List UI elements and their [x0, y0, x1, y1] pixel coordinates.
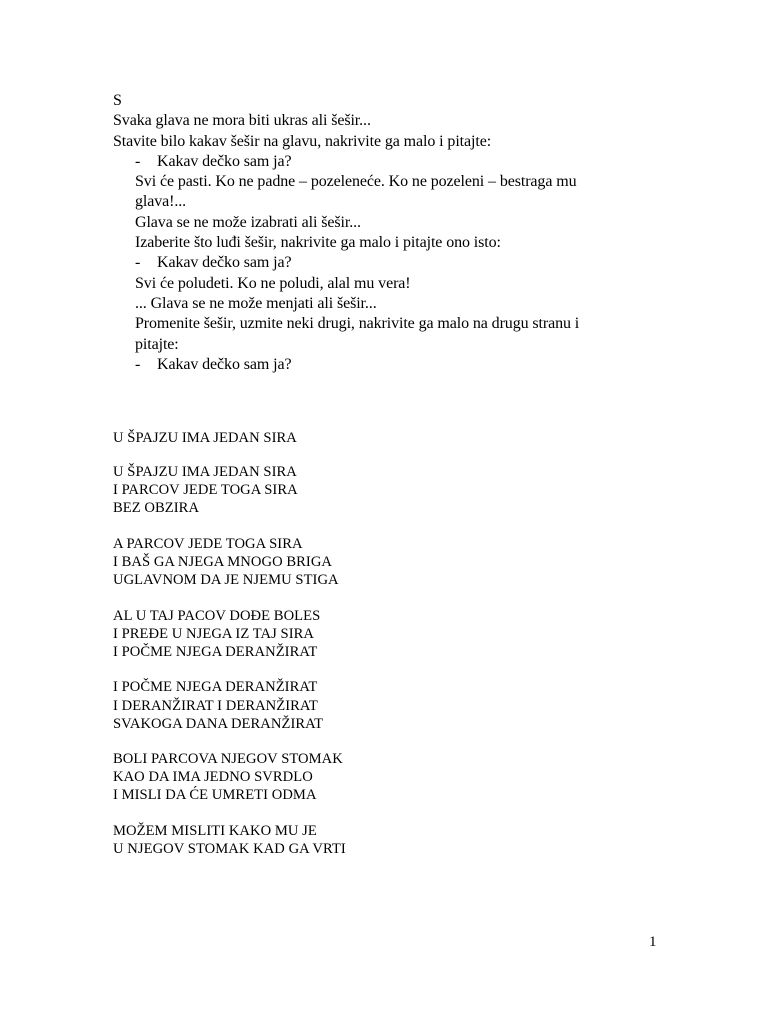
stanza-line: KAO DA IMA JEDNO SVRDLO [113, 769, 313, 786]
poem1-line-text: Kakav dečko sam ja? [157, 355, 292, 373]
stanza [113, 678, 346, 732]
stanza-spacer [113, 805, 346, 823]
stanza-spacer [113, 589, 346, 607]
stanza-spacer [113, 733, 346, 751]
poem-sesir [113, 91, 579, 375]
stanza-line: A PARCOV JEDE TOGA SIRA [113, 535, 303, 552]
poem1-line: Izaberite što luđi šešir, nakrivite ga malo i pitajte ono isto: [135, 234, 501, 252]
poem1-line [113, 152, 579, 172]
dash-marker: - [135, 152, 141, 170]
poem1-line [113, 355, 579, 375]
poem1-line: Svi će poludeti. Ko ne poludi, alal mu vera! [135, 274, 411, 292]
stanza-spacer [113, 517, 346, 535]
poem1-line: glava!... [135, 193, 187, 211]
poem1-line-text: Kakav dečko sam ja? [157, 254, 292, 272]
poem1-line: ... Glava se ne može menjati ali šešir... [135, 294, 377, 312]
poem1-line [113, 253, 579, 273]
stanza-line: I DERANŽIRAT I DERANŽIRAT [113, 697, 318, 714]
stanza-line: I PREĐE U NJEGA IZ TAJ SIRA [113, 625, 314, 642]
stanza-line: MOŽEM MISLITI KAKO MU JE [113, 823, 317, 839]
dash-marker: - [135, 254, 141, 272]
stanza [113, 750, 346, 804]
stanza [113, 463, 346, 517]
poem1-line: Svaka glava ne mora biti ukras ali šešir... [113, 112, 371, 130]
stanza-line: SVAKOGA DANA DERANŽIRAT [113, 715, 324, 732]
poem1-line-text: Kakav dečko sam ja? [157, 152, 292, 170]
stanza-line: UGLAVNOM DA JE NJEMU STIGA [113, 572, 339, 589]
stanza-line: I MISLI DA ĆE UMRETI ODMA [113, 787, 317, 804]
poem1-line: Glava se ne može izabrati ali šešir... [135, 213, 361, 231]
poem1-line: pitajte: [135, 335, 179, 353]
stanza-line: I BAŠ GA NJEGA MNOGO BRIGA [113, 553, 333, 570]
stanza [113, 607, 346, 661]
stanza-line: BEZ OBZIRA [113, 500, 200, 517]
dash-marker: - [135, 355, 141, 373]
poem1-line: Stavite bilo kakav šešir na glavu, nakrivite ga malo i pitajte: [113, 132, 492, 150]
poem2-stanzas [113, 463, 346, 858]
title-spacer [113, 447, 346, 463]
page-number: 1 [649, 934, 657, 950]
stanza-line: U ŠPAJZU IMA JEDAN SIRA [113, 464, 297, 481]
poem1-lines [113, 111, 579, 375]
stanza [113, 822, 346, 858]
stanza-line: I POČME NJEGA DERANŽIRAT [113, 643, 318, 660]
stanza [113, 535, 346, 589]
stanza-line: I POČME NJEGA DERANŽIRAT [113, 679, 318, 696]
stanza-line: AL U TAJ PACOV DOĐE BOLES [113, 607, 321, 624]
stanza-line: BOLI PARCOVA NJEGOV STOMAK [113, 751, 343, 768]
stanza-spacer [113, 661, 346, 679]
poem1-line: Svi će pasti. Ko ne padne – pozeleneće. Ko ne pozeleni – bestraga mu [135, 173, 577, 191]
poem-spajz [113, 429, 346, 858]
poem2-title: U ŠPAJZU IMA JEDAN SIRA [113, 430, 297, 446]
stanza-line: I PARCOV JEDE TOGA SIRA [113, 482, 298, 499]
poem1-line: Promenite šešir, uzmite neki drugi, nakrivite ga malo na drugu stranu i [135, 315, 580, 333]
poem1-heading: S [113, 92, 122, 109]
stanza-line: U NJEGOV STOMAK KAD GA VRTI [113, 841, 346, 858]
